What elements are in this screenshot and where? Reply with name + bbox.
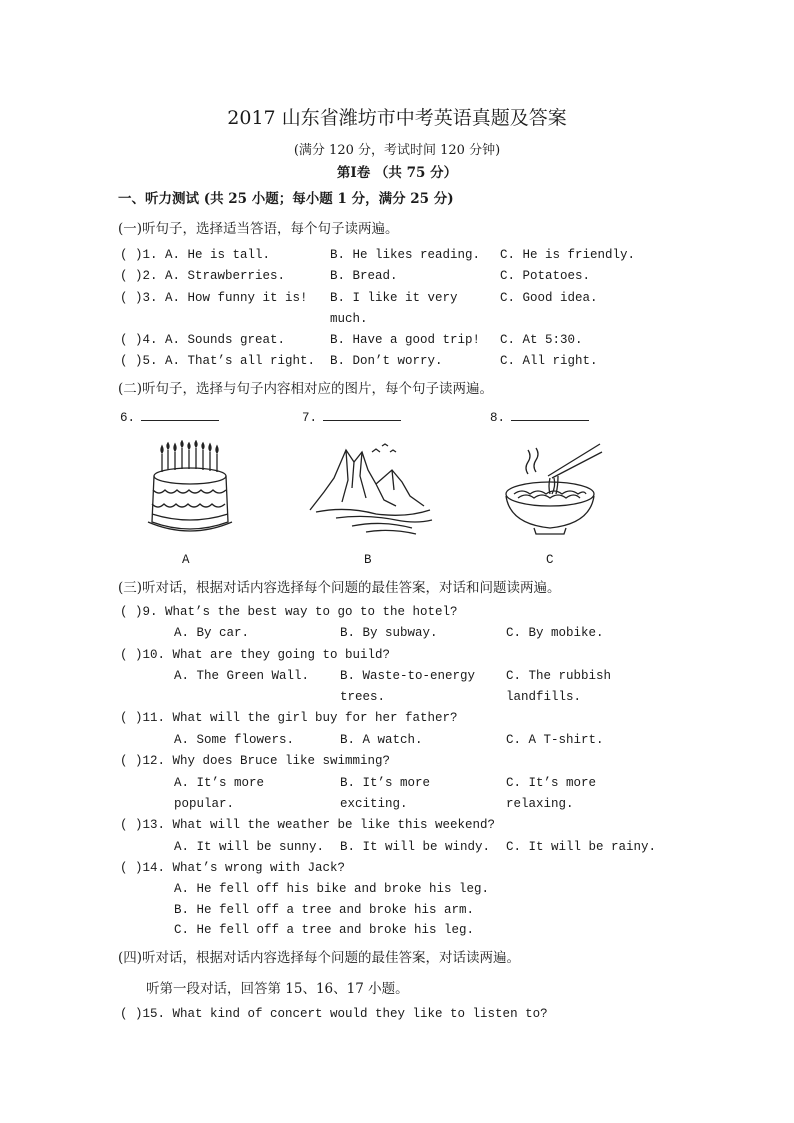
- part1-instruction: (一)听句子，选择适当答语，每个句子读两遍。: [118, 221, 399, 237]
- q2-stem-a: ( )2. A. Strawberries.: [120, 269, 286, 283]
- q14-option-a: A. He fell off his bike and broke his leg.: [174, 882, 490, 896]
- q10-option-c-line2: landfills.: [506, 690, 582, 704]
- q12-stem: ( )12. Why does Bruce like swimming?: [120, 754, 391, 768]
- q13-stem: ( )13. What will the weather be like this weekend?: [120, 818, 496, 832]
- q12-option-a-line2: popular.: [174, 797, 235, 811]
- noodle-bowl-icon: [500, 440, 604, 536]
- q11-stem: ( )11. What will the girl buy for her father?: [120, 711, 458, 725]
- q1-stem-a: ( )1. A. He is tall.: [120, 248, 271, 262]
- answer-blank-7[interactable]: [302, 408, 401, 425]
- q10-option-a: A. The Green Wall.: [174, 669, 310, 683]
- part4-sub-instruction: 听第一段对话，回答第 15、16、17 小题。: [146, 981, 409, 997]
- page-title: 2017 山东省潍坊市中考英语真题及答案: [227, 107, 567, 129]
- q10-option-b-line2: trees.: [340, 690, 386, 704]
- volume-heading: 第Ⅰ卷 （共 75 分）: [336, 165, 458, 181]
- answer-blank-6[interactable]: [120, 408, 219, 425]
- answer-blank-8[interactable]: [490, 408, 589, 425]
- picture-label-c: C: [546, 553, 554, 567]
- q3-option-b-line2: much.: [330, 312, 368, 326]
- q3-stem-a: ( )3. A. How funny it is!: [120, 291, 308, 305]
- q9-option-c: C. By mobike.: [506, 626, 604, 640]
- q4-option-c: C. At 5:30.: [500, 333, 583, 347]
- q4-stem-a: ( )4. A. Sounds great.: [120, 333, 286, 347]
- blank-8-label: 8.: [490, 411, 506, 425]
- q11-option-b: B. A watch.: [340, 733, 423, 747]
- q12-option-c-line2: relaxing.: [506, 797, 574, 811]
- q12-option-c-line1: C. It’s more: [506, 776, 597, 790]
- part3-instruction: (三)听对话，根据对话内容选择每个问题的最佳答案，对话和问题读两遍。: [118, 580, 561, 596]
- q14-stem: ( )14. What’s wrong with Jack?: [120, 861, 346, 875]
- q2-option-c: C. Potatoes.: [500, 269, 591, 283]
- q1-option-b: B. He likes reading.: [330, 248, 481, 262]
- picture-label-a: A: [182, 553, 190, 567]
- q10-option-c-line1: C. The rubbish: [506, 669, 612, 683]
- q12-option-b-line2: exciting.: [340, 797, 408, 811]
- part2-instruction: (二)听句子，选择与句子内容相对应的图片，每个句子读两遍。: [118, 381, 494, 397]
- q15-stem: ( )15. What kind of concert would they like to listen to?: [120, 1007, 548, 1021]
- q12-option-b-line1: B. It’s more: [340, 776, 431, 790]
- q5-stem-a: ( )5. A. That’s all right.: [120, 354, 316, 368]
- q3-option-b-line1: B. I like it very: [330, 291, 458, 305]
- section-heading: 一、听力测试 (共 25 小题；每小题 1 分，满分 25 分): [118, 191, 454, 207]
- page-subtitle: (满分 120 分，考试时间 120 分钟): [293, 143, 501, 158]
- q13-option-c: C. It will be rainy.: [506, 840, 657, 854]
- q13-option-b: B. It will be windy.: [340, 840, 491, 854]
- q14-option-b: B. He fell off a tree and broke his arm.: [174, 903, 475, 917]
- q9-stem: ( )9. What’s the best way to go to the hotel?: [120, 605, 458, 619]
- q10-option-b-line1: B. Waste-to-energy: [340, 669, 476, 683]
- q12-option-a-line1: A. It’s more: [174, 776, 265, 790]
- q11-option-c: C. A T-shirt.: [506, 733, 604, 747]
- blank-6-label: 6.: [120, 411, 136, 425]
- q3-option-c: C. Good idea.: [500, 291, 598, 305]
- picture-label-b: B: [364, 553, 372, 567]
- q4-option-b: B. Have a good trip!: [330, 333, 481, 347]
- birthday-cake-icon: [140, 440, 240, 538]
- q13-option-a: A. It will be sunny.: [174, 840, 325, 854]
- part4-instruction: (四)听对话，根据对话内容选择每个问题的最佳答案，对话读两遍。: [118, 950, 521, 966]
- q9-option-a: A. By car.: [174, 626, 250, 640]
- mountain-landscape-icon: [306, 440, 438, 536]
- q11-option-a: A. Some flowers.: [174, 733, 295, 747]
- q14-option-c: C. He fell off a tree and broke his leg.: [174, 923, 475, 937]
- q5-option-b: B. Don’t worry.: [330, 354, 443, 368]
- q9-option-b: B. By subway.: [340, 626, 438, 640]
- q2-option-b: B. Bread.: [330, 269, 398, 283]
- q10-stem: ( )10. What are they going to build?: [120, 648, 391, 662]
- q1-option-c: C. He is friendly.: [500, 248, 636, 262]
- q5-option-c: C. All right.: [500, 354, 598, 368]
- blank-7-label: 7.: [302, 411, 318, 425]
